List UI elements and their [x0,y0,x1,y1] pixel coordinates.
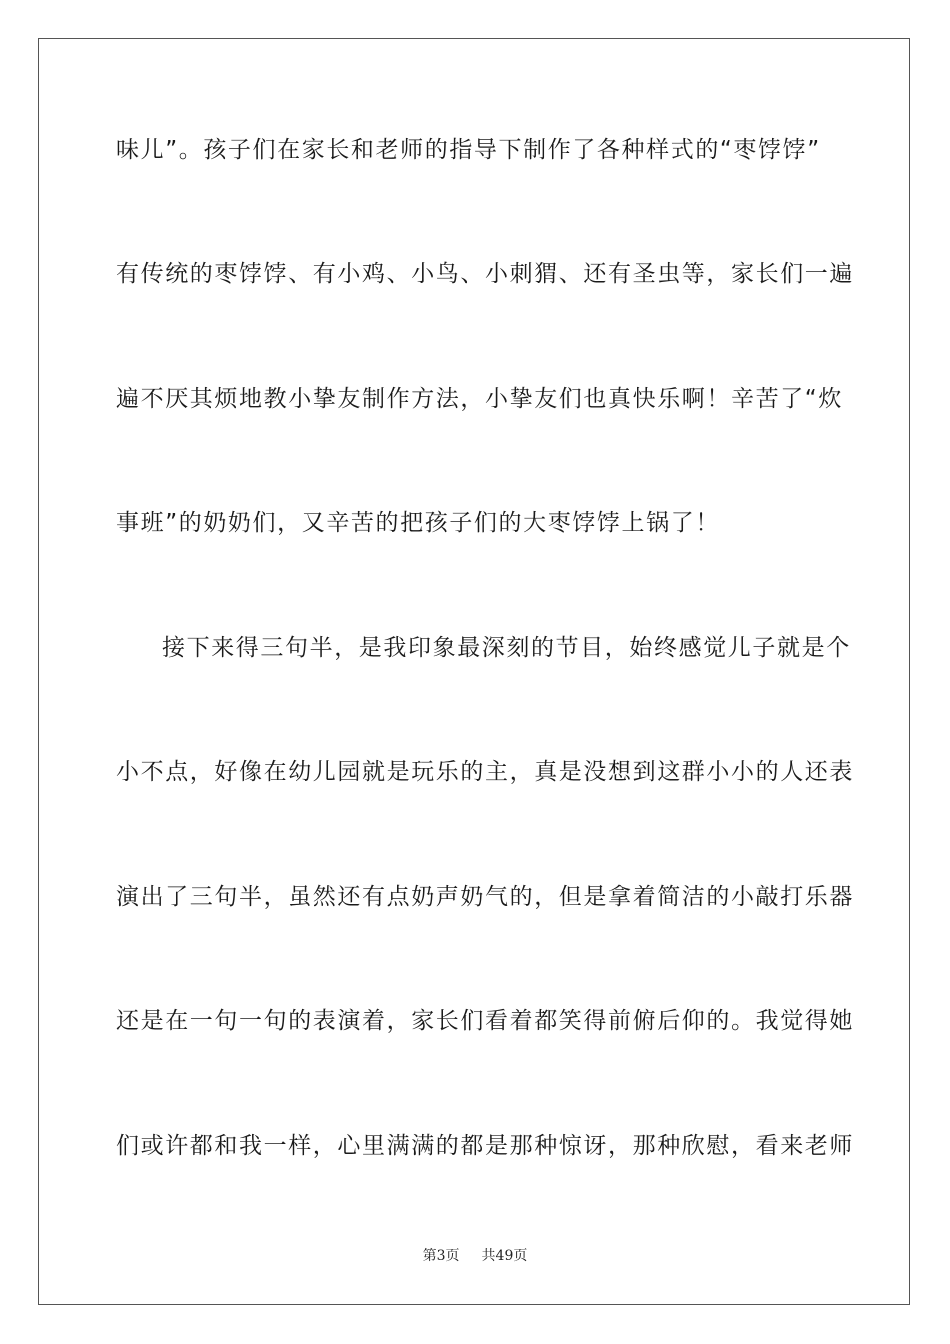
text-line-5-paragraph-start: 接下来得三句半，是我印象最深刻的节目，始终感觉儿子就是个 [162,635,851,661]
text-line-7: 演出了三句半，虽然还有点奶声奶气的，但是拿着简洁的小敲打乐器 [116,884,854,910]
text-line-1: 味儿”。孩子们在家长和老师的指导下制作了各种样式的“枣饽饽” [116,137,821,163]
total-pages: 共49页 [481,1248,528,1264]
page-border [38,38,910,1305]
text-line-3: 遍不厌其烦地教小挚友制作方法，小挚友们也真快乐啊！辛苦了“炊 [116,386,843,412]
text-line-4: 事班”的奶奶们，又辛苦的把孩子们的大枣饽饽上锅了！ [116,510,720,536]
text-line-9: 们或许都和我一样，心里满满的都是那种惊讶，那种欣慰，看来老师 [116,1133,854,1159]
page-footer [0,1245,950,1265]
text-line-6: 小不点，好像在幼儿园就是玩乐的主，真是没想到这群小小的人还表 [116,759,854,785]
text-line-2: 有传统的枣饽饽、有小鸡、小鸟、小刺猬、还有圣虫等，家长们一遍 [116,261,854,287]
text-line-8: 还是在一句一句的表演着，家长们看着都笑得前俯后仰的。我觉得她 [116,1008,854,1034]
page-number: 第3页 [422,1248,460,1264]
